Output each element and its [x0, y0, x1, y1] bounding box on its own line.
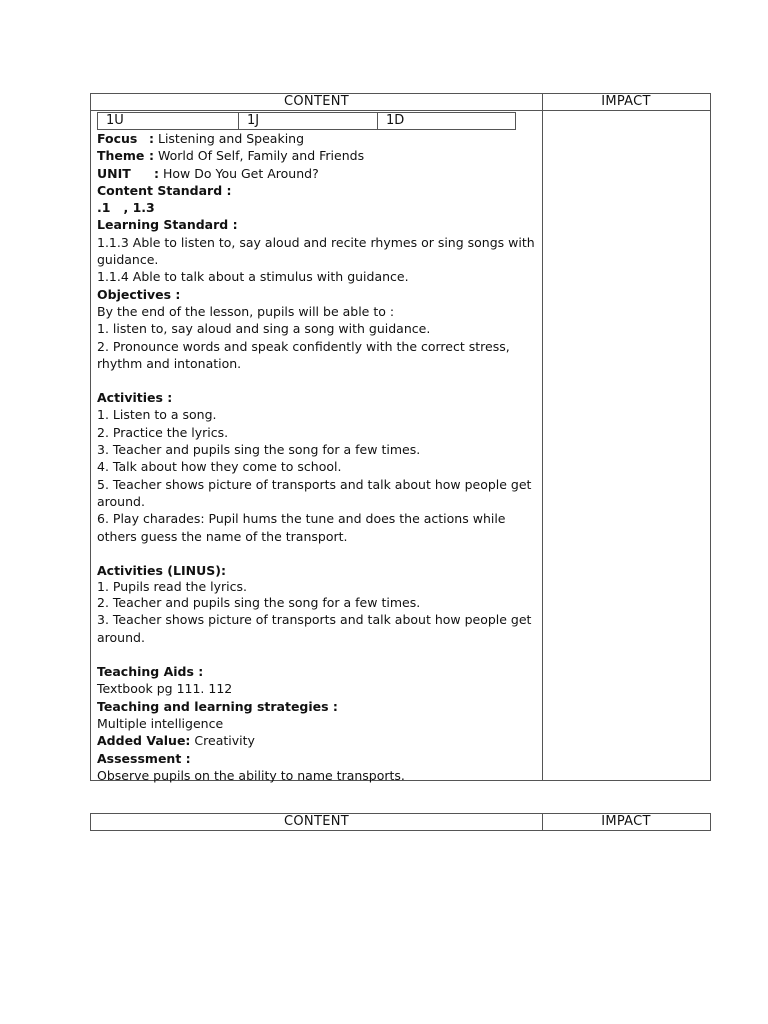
learning-standard-item: 1.1.4 Able to talk about a stimulus with guidance. — [97, 269, 409, 285]
learning-standard-item: 1.1.3 Able to listen to, say aloud and recite rhymes or sing songs with guidance. — [97, 234, 535, 268]
theme-sep: : — [149, 148, 154, 164]
activities-label: Activities : — [97, 390, 173, 406]
focus-value: Listening and Speaking — [157, 131, 305, 146]
focus-sep: : — [149, 131, 154, 146]
class-list — [97, 112, 516, 130]
table-header — [91, 94, 710, 111]
added-value-line — [97, 732, 537, 749]
content-body — [97, 130, 537, 784]
unit-value: How Do You Get Around? — [162, 165, 319, 181]
strategies-label: Teaching and learning strategies : — [97, 698, 338, 714]
column-divider — [542, 94, 543, 780]
teaching-aids-label: Teaching Aids : — [97, 664, 204, 680]
unit-sep: : — [154, 165, 159, 181]
spacer — [97, 372, 537, 389]
activity-item: 4. Talk about how they come to school. — [97, 459, 342, 475]
theme-value: World Of Self, Family and Friends — [157, 148, 365, 164]
theme-label: Theme — [97, 148, 145, 164]
unit-label: UNIT — [97, 165, 131, 181]
content-column-header: CONTENT — [284, 94, 349, 109]
class-cell: 1U — [98, 113, 239, 129]
unit-line — [97, 165, 537, 182]
added-value-label: Added Value: — [97, 733, 191, 749]
content-standard-value: .1 , 1.3 — [97, 200, 155, 216]
column-divider — [542, 814, 543, 830]
activity-item: 1. Listen to a song. — [97, 407, 217, 423]
focus-line — [97, 130, 537, 147]
linus-item: 3. Teacher shows picture of transports and talk about how people get around. — [97, 612, 532, 645]
linus-item: 2. Teacher and pupils sing the song for a few times. — [97, 595, 421, 611]
lesson-plan-table-2 — [90, 813, 711, 831]
activities-linus-label: Activities (LINUS): — [97, 562, 226, 578]
activity-item: 3. Teacher and pupils sing the song for a few times. — [97, 442, 421, 458]
class-cell: 1D — [386, 113, 405, 128]
teaching-aids-value: Textbook pg 111. 112 — [97, 681, 233, 697]
content-standard-label: Content Standard : — [97, 182, 232, 198]
objectives-label: Objectives : — [97, 286, 181, 302]
lesson-plan-table — [90, 93, 711, 781]
impact-column-header: IMPACT — [601, 94, 651, 109]
impact-column-header: IMPACT — [601, 814, 651, 829]
class-cell: 1J — [239, 113, 378, 129]
linus-item: 1. Pupils read the lyrics. — [97, 579, 247, 595]
focus-label: Focus — [97, 131, 138, 146]
strategies-value: Multiple intelligence — [97, 715, 224, 731]
objective-item: 1. listen to, say aloud and sing a song with guidance. — [97, 321, 431, 337]
added-value-value: Creativity — [194, 733, 255, 749]
theme-line — [97, 147, 537, 164]
assessment-label: Assessment : — [97, 750, 191, 766]
activity-item: 2. Practice the lyrics. — [97, 424, 229, 440]
objective-item: 2. Pronounce words and speak confidently with the correct stress, rhythm and intonation. — [97, 338, 510, 371]
table-header — [91, 814, 710, 831]
learning-standard-label: Learning Standard : — [97, 217, 238, 233]
assessment-value: Observe pupils on the ability to name transports. — [97, 767, 405, 783]
content-column-header: CONTENT — [284, 814, 349, 829]
objectives-intro: By the end of the lesson, pupils will be able to : — [97, 303, 395, 319]
spacer — [97, 646, 537, 663]
spacer — [97, 545, 537, 562]
activity-item: 6. Play charades: Pupil hums the tune and does the actions while others guess the name of the transport. — [97, 511, 506, 544]
activity-item: 5. Teacher shows picture of transports and talk about how people get around. — [97, 476, 532, 509]
